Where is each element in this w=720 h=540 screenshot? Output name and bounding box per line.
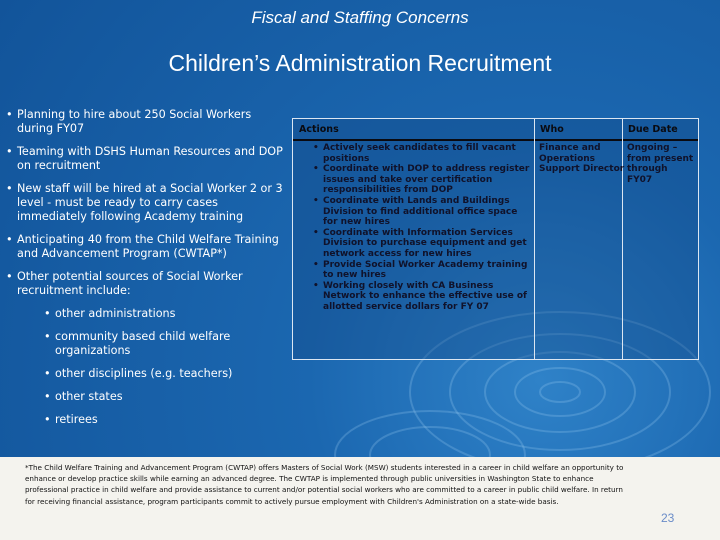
table-header-actions: Actions [293,119,540,141]
bullet-dot-icon: • [313,259,319,270]
bullet-dot-icon: • [6,182,13,195]
bullet-dot-icon: • [6,108,13,121]
bullet-dot-icon: • [6,233,13,246]
bullet-dot-icon: • [313,280,319,291]
action-item: • Working closely with CA Business Network to enhance the effective use of allotted service dollars for FY 07 [313,280,527,312]
bullet-item: • Planning to hire about 250 Social Workers during FY07 [6,108,252,135]
recruitment-actions-table [292,118,699,360]
action-item: • Actively seek candidates to fill vacant positions [313,143,516,164]
due-date-cell: Ongoing – from present through FY07 [627,143,694,185]
action-item: • Coordinate with DOP to address register issues and take over certification responsibilities from DOP [313,164,530,196]
table-header-who: Who [534,119,622,141]
action-item: • Coordinate with Information Services Division to purchase equipment and get network access for new hires [313,227,527,259]
bullet-dot-icon: • [44,307,51,320]
bullet-dot-icon: • [6,145,13,158]
action-item: • Provide Social Worker Academy training to new hires [313,259,528,281]
actions-cell [313,143,533,313]
bullet-list [6,108,286,436]
bullet-dot-icon: • [44,390,51,403]
footnote-panel [0,457,720,540]
slide-title: Children’s Administration Recruitment [168,50,552,76]
page-number: 23 [661,511,675,525]
bullet-item: • Anticipating 40 from the Child Welfare Training and Advancement Program (CWTAP*) [6,233,279,260]
action-item: • Coordinate with Lands and Buildings Division to find additional office space for new hires [313,195,518,228]
bullet-dot-icon: • [44,330,51,343]
sub-bullet-item: • other disciplines (e.g. teachers) [44,367,233,380]
footnote-text: *The Child Welfare Training and Advancement Program (CWTAP) offers Masters of Social Work (MSW) students interested in a career in child welfare an opportunity to enhance or develop practice skills while earning an advanced degree. The CWTAP is implemented through public universities in Washington State to enhance professional practice in child welfare and provide assistance to current and/or potential social workers who are committed to a career in public child welfare. In return for receiving financial assistance, program participants commit to actively pursue employment with Children's Administration on a state-wide basis. [25,463,624,506]
sub-bullet-item: • community based child welfare organizations [44,330,231,357]
bullet-dot-icon: • [6,270,13,283]
who-cell: Finance and Operations Support Director [539,143,625,175]
bullet-dot-icon: • [44,367,51,380]
bullet-dot-icon: • [313,195,319,206]
bullet-item: • Teaming with DSHS Human Resources and DOP on recruitment [6,145,283,172]
bullet-dot-icon: • [313,164,319,175]
section-header: Fiscal and Staffing Concerns [251,8,469,27]
bullet-item: • Other potential sources of Social Worker recruitment include: [6,270,243,297]
column-divider [534,119,535,359]
sub-bullet-item: • retirees [44,413,98,426]
table-header-due-date: Due Date [622,119,698,141]
bullet-dot-icon: • [313,143,319,153]
bullet-item: • New staff will be hired at a Social Worker 2 or 3 level - must be ready to carry cases immediately following Academy training [6,182,283,223]
bullet-dot-icon: • [313,227,319,238]
sub-bullet-item: • other administrations [44,307,176,320]
bullet-dot-icon: • [44,413,51,426]
sub-bullet-item: • other states [44,390,123,403]
